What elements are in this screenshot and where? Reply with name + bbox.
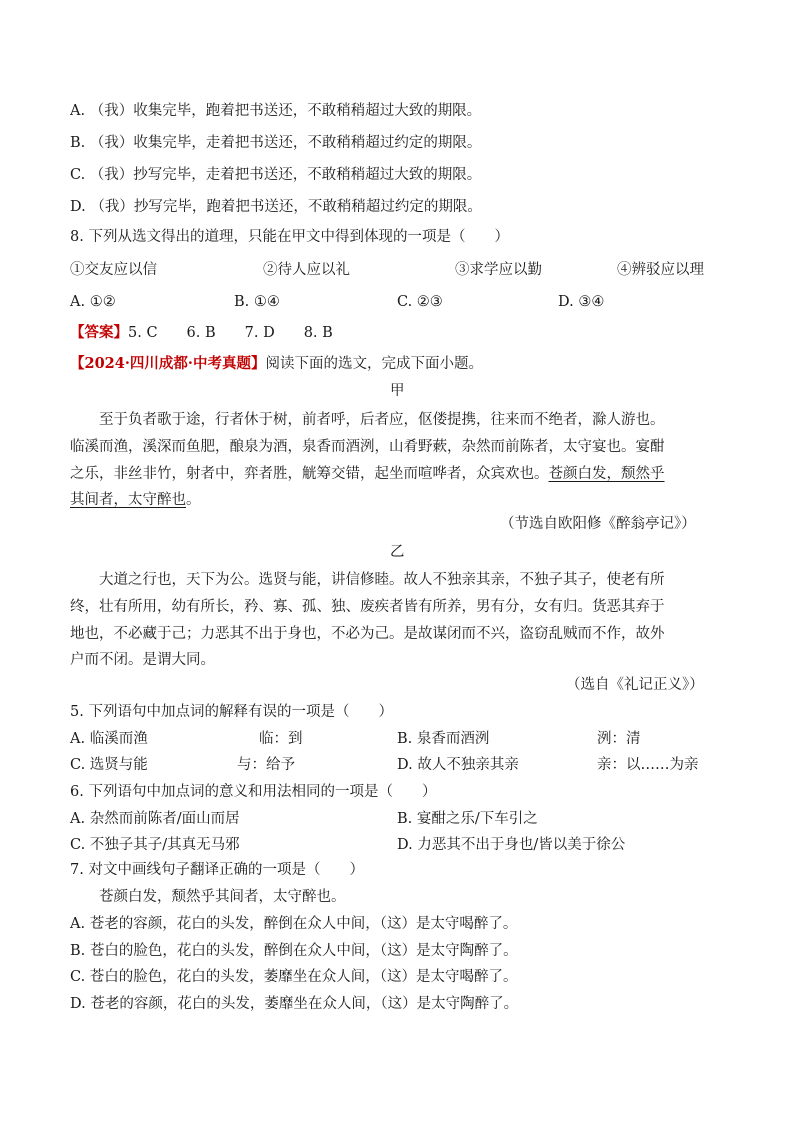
q8-option-a: A. ①②: [70, 294, 116, 310]
q8-option-c: C. ②③: [397, 294, 443, 310]
q5-option-a: A. 临溪而渔: [70, 731, 148, 747]
q6-option-b: B. 宴酣之乐/下车引之: [397, 811, 538, 827]
q7-option-b: B. 苍白的脸色，花白的头发，醉倒在众人中间，（这）是太守陶醉了。: [70, 943, 518, 959]
q6-option-d: D. 力恶其不出于身也/皆以美于徐公: [397, 837, 626, 853]
section-intro: 阅读下面的选文，完成下面小题。: [265, 356, 483, 372]
q8-option-d: D. ③④: [558, 294, 605, 310]
option-b: B. （我）收集完毕，走着把书送还，不敢稍稍超过约定的期限。: [70, 135, 482, 151]
q5-option-d: D. 故人不独亲其亲: [397, 757, 519, 773]
passage-jia-title: 甲: [390, 383, 405, 399]
question-7-stem: 7. 对文中画线句子翻译正确的一项是（ ）: [70, 862, 364, 878]
passage-jia-text: 之乐，非丝非竹，射者中，弈者胜，觥筹交错，起坐而喧哗者，众宾欢也。: [70, 466, 549, 482]
passage-jia-line: 至于负者歌于途，行者休于树，前者呼，后者应，伛偻提携，往来而不绝者，滁人游也。: [99, 412, 665, 428]
passage-yi-source: （选自《礼记正义》）: [566, 677, 704, 693]
answer-text: 5. C 6. B 7. D 8. B: [128, 325, 333, 341]
option-c: C. （我）抄写完毕，走着把书送还，不敢稍稍超过大致的期限。: [70, 167, 482, 183]
q7-option-d: D. 苍老的容颜，花白的头发，萎靡坐在众人间，（这）是太守陶醉了。: [70, 996, 519, 1012]
passage-jia-text: 。: [186, 492, 201, 508]
q8-item-2: ②待人应以礼: [263, 262, 350, 278]
section-header: [70, 354, 483, 374]
q7-option-c: C. 苍白的脸色，花白的头发，萎靡坐在众人间，（这）是太守喝醉了。: [70, 969, 518, 985]
q8-item-3: ③求学应以勤: [455, 262, 542, 278]
q8-item-1: ①交友应以信: [70, 262, 157, 278]
passage-yi-line: 户而不闭。是谓大同。: [70, 652, 215, 668]
option-d: D. （我）抄写完毕，跑着把书送还，不敢稍稍超过约定的期限。: [70, 199, 482, 215]
question-8-stem: 8. 下列从选文得出的道理，只能在甲文中得到体现的一项是（ ）: [70, 229, 509, 245]
exam-source-tag: 【2024·四川成都·中考真题】: [70, 355, 266, 372]
q5-option-c-gloss: 与：给予: [237, 757, 295, 773]
question-5-stem: 5. 下列语句中加点词的解释有误的一项是（ ）: [70, 704, 393, 720]
passage-yi-line: 终，壮有所用，幼有所长，矜、寡、孤、独、废疾者皆有所养，男有分，女有归。货恶其弃于: [70, 599, 665, 615]
passage-yi-line: 大道之行也，天下为公。选贤与能，讲信修睦。故人不独亲其亲，不独子其子，使老有所: [99, 572, 665, 588]
passage-yi-title: 乙: [390, 544, 405, 560]
q5-option-b-gloss: 洌：清: [597, 731, 641, 747]
underlined-sentence: 苍颜白发，颓然乎: [548, 466, 665, 482]
passage-jia-line: [70, 490, 201, 510]
underlined-sentence: 其间者，太守醉也: [70, 492, 186, 508]
q5-option-d-gloss: 亲：以……为亲: [597, 757, 699, 773]
option-a: A. （我）收集完毕，跑着把书送还，不敢稍稍超过大致的期限。: [70, 103, 482, 119]
q5-option-c: C. 选贤与能: [70, 757, 148, 773]
q8-item-4: ④辨驳应以理: [617, 262, 704, 278]
question-6-stem: 6. 下列语句中加点词的意义和用法相同的一项是（ ）: [70, 784, 437, 800]
q6-option-a: A. 杂然而前陈者/面山而居: [70, 811, 240, 827]
answer-line: [70, 323, 333, 343]
q6-option-c: C. 不独子其子/其真无马邪: [70, 837, 240, 853]
passage-yi-line: 地也，不必藏于己；力恶其不出于身也，不必为己。是故谋闭而不兴，盗窃乱贼而不作，故外: [70, 626, 665, 642]
q5-option-a-gloss: 临：到: [259, 731, 303, 747]
q7-option-a: A. 苍老的容颜，花白的头发，醉倒在众人中间，（这）是太守喝醉了。: [70, 916, 518, 932]
passage-jia-line: [70, 464, 665, 484]
q8-option-b: B. ①④: [234, 294, 280, 310]
passage-jia-line: 临溪而渔，溪深而鱼肥，酿泉为酒，泉香而酒洌，山肴野蔌，杂然而前陈者，太守宴也。宴酣: [70, 439, 665, 455]
question-7-quote: 苍颜白发，颓然乎其间者，太守醉也。: [99, 889, 346, 905]
answer-label: 【答案】: [70, 324, 128, 341]
passage-jia-source: （节选自欧阳修《醉翁亭记》）: [500, 516, 696, 532]
q5-option-b: B. 泉香而酒洌: [397, 731, 490, 747]
